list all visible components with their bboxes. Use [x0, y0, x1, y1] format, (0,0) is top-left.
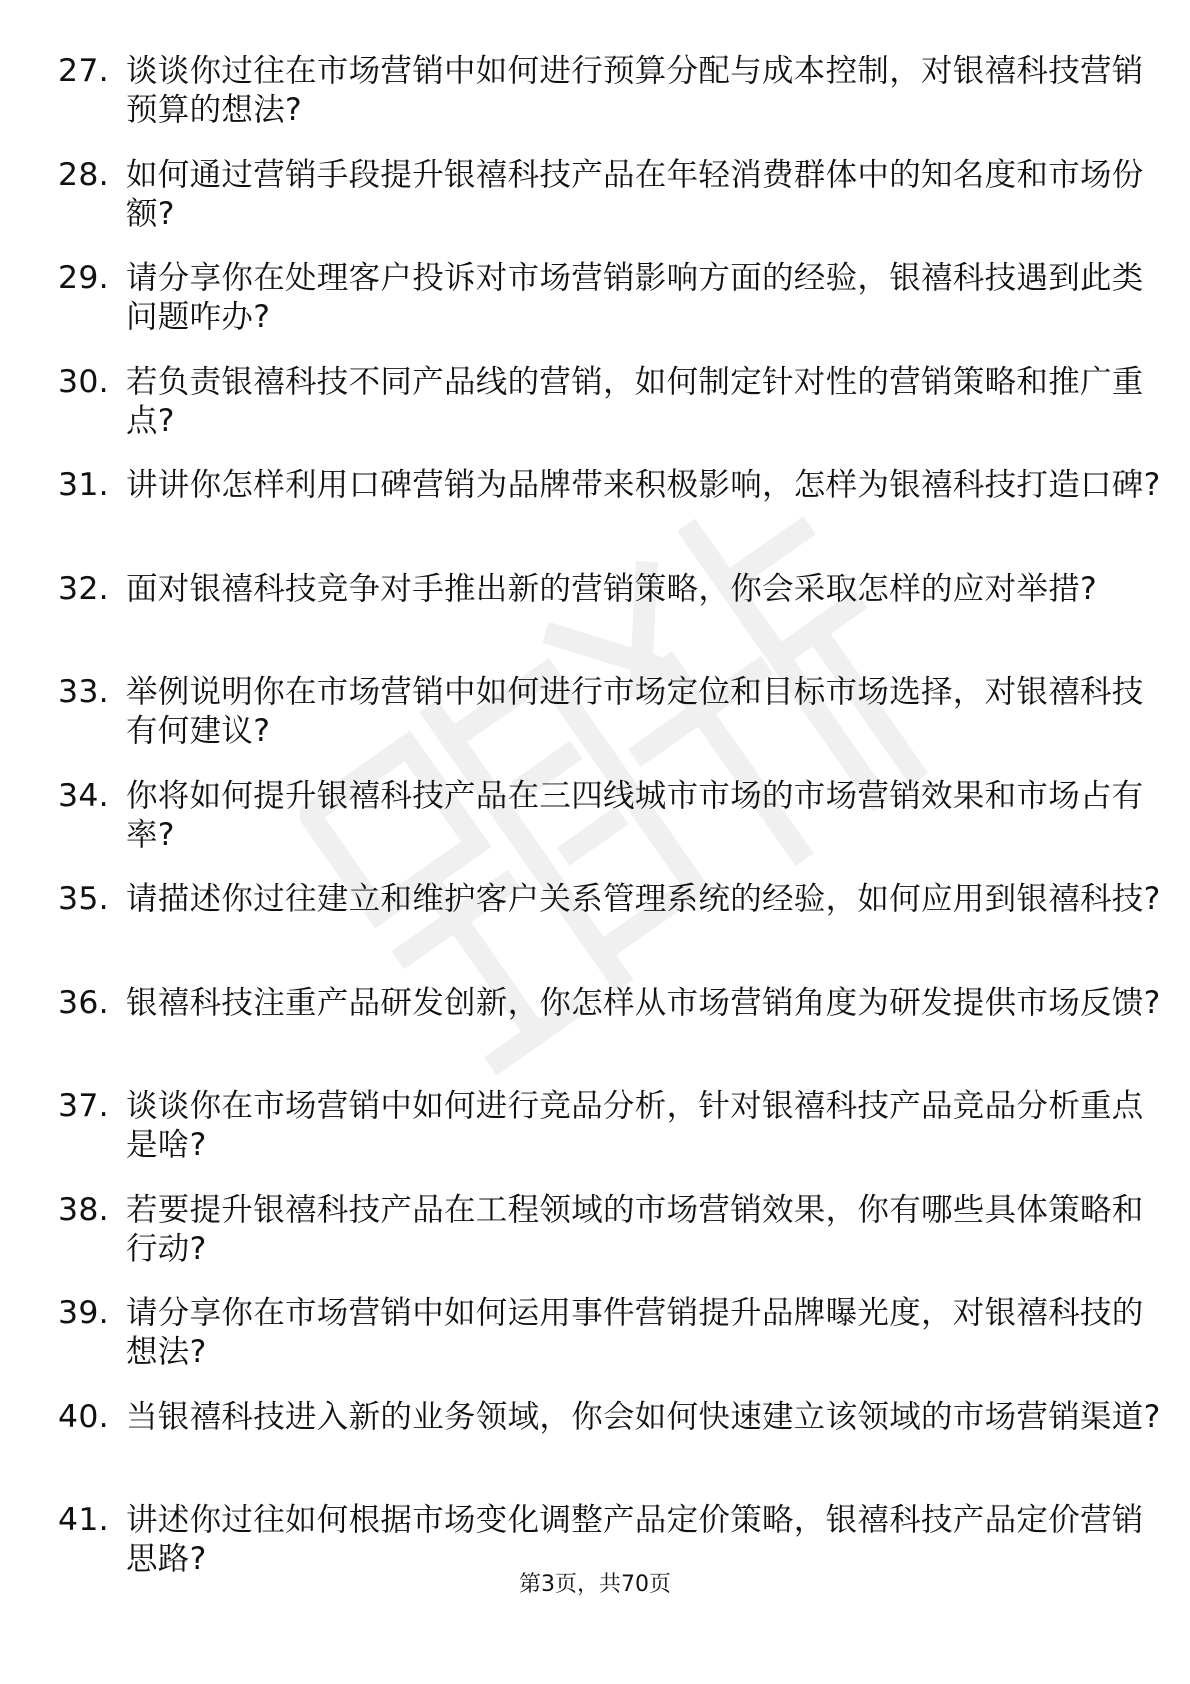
- question-number: 33.: [58, 674, 109, 710]
- page-footer: 第3页，共70页: [519, 1572, 671, 1597]
- question-item-34: [58, 777, 1144, 881]
- question-number: 30.: [58, 363, 109, 400]
- question-text: 谈谈你在市场营销中如何进行竞品分析，针对银禧科技产品竞品分析重点是啥?: [126, 1088, 1144, 1163]
- question-item-30: [58, 363, 1144, 467]
- question-item-36: [58, 984, 1161, 1088]
- question-item-27: [58, 52, 1144, 156]
- question-item-39: [58, 1294, 1144, 1398]
- question-item-29: [58, 259, 1144, 363]
- question-text: 举例说明你在市场营销中如何进行市场定位和目标市场选择，对银禧科技有何建议?: [126, 674, 1144, 749]
- question-number: 38.: [58, 1191, 109, 1228]
- question-item-35: [58, 880, 1161, 984]
- question-number: 34.: [58, 777, 109, 814]
- question-text: 请描述你过往建立和维护客户关系管理系统的经验，如何应用到银禧科技?: [126, 881, 1161, 917]
- question-text: 若负责银禧科技不同产品线的营销，如何制定针对性的营销策略和推广重点?: [126, 363, 1144, 439]
- question-number: 27.: [58, 53, 109, 89]
- question-item-40: [58, 1398, 1161, 1502]
- question-text: 如何通过营销手段提升银禧科技产品在年轻消费群体中的知名度和市场份额?: [126, 156, 1144, 232]
- question-number: 35.: [58, 881, 109, 917]
- question-item-31: [58, 466, 1161, 570]
- question-text: 讲述你过往如何根据市场变化调整产品定价策略，银禧科技产品定价营销思路?: [126, 1502, 1144, 1577]
- question-number: 36.: [58, 984, 109, 1021]
- question-text: 面对银禧科技竞争对手推出新的营销策略，你会采取怎样的应对举措?: [126, 570, 1098, 607]
- question-text: 若要提升银禧科技产品在工程领域的市场营销效果，你有哪些具体策略和行动?: [126, 1191, 1144, 1267]
- question-text: 你将如何提升银禧科技产品在三四线城市市场的市场营销效果和市场占有率?: [126, 777, 1144, 853]
- question-list: [58, 52, 1161, 1605]
- question-number: 39.: [58, 1295, 109, 1331]
- question-number: 40.: [58, 1398, 109, 1435]
- question-number: 28.: [58, 156, 109, 193]
- question-text: 讲讲你怎样利用口碑营销为品牌带来积极影响，怎样为银禧科技打造口碑?: [126, 467, 1161, 503]
- question-number: 31.: [58, 467, 109, 503]
- question-text: 请分享你在市场营销中如何运用事件营销提升品牌曝光度，对银禧科技的想法?: [126, 1295, 1144, 1370]
- question-text: 银禧科技注重产品研发创新，你怎样从市场营销角度为研发提供市场反馈?: [126, 984, 1161, 1021]
- question-text: 请分享你在处理客户投诉对市场营销影响方面的经验，银禧科技遇到此类问题咋办?: [126, 260, 1144, 335]
- question-number: 41.: [58, 1502, 109, 1538]
- question-number: 32.: [58, 570, 109, 607]
- question-number: 37.: [58, 1088, 109, 1124]
- question-text: 谈谈你过往在市场营销中如何进行预算分配与成本控制，对银禧科技营销预算的想法?: [126, 53, 1144, 128]
- question-text: 当银禧科技进入新的业务领域，你会如何快速建立该领域的市场营销渠道?: [126, 1398, 1161, 1435]
- question-item-38: [58, 1191, 1144, 1295]
- question-item-28: [58, 156, 1144, 260]
- question-item-33: [58, 673, 1144, 777]
- question-item-32: [58, 570, 1118, 674]
- question-number: 29.: [58, 260, 109, 296]
- question-item-37: [58, 1087, 1144, 1191]
